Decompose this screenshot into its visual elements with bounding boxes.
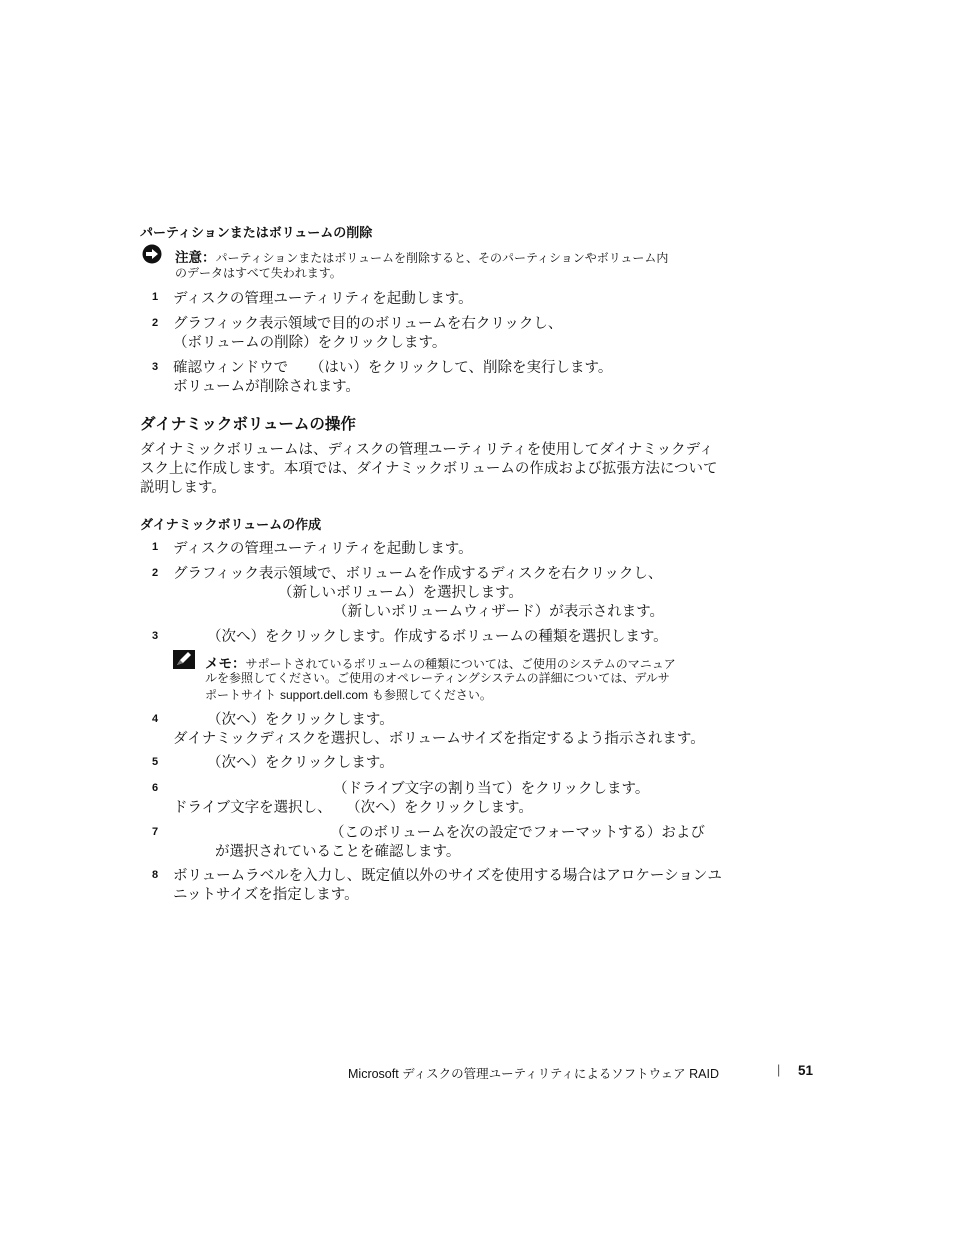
intro-line: ダイナミックボリュームは、ディスクの管理ユーティリティを使用してダイナミックディ <box>140 442 714 458</box>
step-text: （次へ）をクリックします。作成するボリュームの種類を選択します。 <box>207 629 668 645</box>
step-text: ドライブ文字を選択し、 （次へ）をクリックします。 <box>173 800 533 816</box>
step-text: ディスクの管理ユーティリティを起動します。 <box>173 291 473 307</box>
intro-line: 説明します。 <box>140 480 226 496</box>
caution-label: 注意： <box>175 250 216 266</box>
support-link[interactable]: support.dell.com <box>279 688 369 702</box>
step-text: グラフィック表示領域で目的のボリュームを右クリックし、 <box>173 316 563 332</box>
section-heading-delete: パーティションまたはボリュームの削除 <box>140 226 373 241</box>
step-text: ボリュームラベルを入力し、既定値以外のサイズを使用する場合はアロケーションユ <box>173 868 722 884</box>
step-number: 8 <box>152 869 159 881</box>
caution-icon <box>141 244 163 264</box>
step-number: 4 <box>152 713 159 725</box>
step-text: （次へ）をクリックします。 <box>207 755 394 771</box>
intro-line: スク上に作成します。本項では、ダイナミックボリュームの作成および拡張方法について <box>140 461 718 477</box>
memo-text-line1: サポートされているボリュームの種類については、ご使用のシステムのマニュア <box>245 657 676 671</box>
step-text: （新しいボリュームウィザード）が表示されます。 <box>333 604 665 620</box>
section-heading-create: ダイナミックボリュームの作成 <box>140 518 322 533</box>
step-number: 1 <box>152 291 159 303</box>
memo-text-line3-end: も参照してください。 <box>368 688 492 702</box>
step-text: 確認ウィンドウで （はい）をクリックして、削除を実行します。 <box>173 360 613 376</box>
step-number: 7 <box>152 826 159 838</box>
section-heading-dynamic: ダイナミックボリュームの操作 <box>140 415 356 433</box>
caution-text-line1: パーティションまたはボリュームを削除すると、そのパーティションやボリューム内 <box>215 251 669 265</box>
page-number: 51 <box>798 1063 814 1078</box>
footer-separator: | <box>777 1063 781 1077</box>
step-text: グラフィック表示領域で、ボリュームを作成するディスクを右クリックし、 <box>173 566 663 582</box>
step-number: 2 <box>152 567 159 579</box>
step-number: 1 <box>152 541 159 553</box>
step-number: 3 <box>152 630 159 642</box>
step-text: （新しいボリューム）を選択します。 <box>278 585 523 601</box>
caution-text-line2: のデータはすべて失われます。 <box>175 266 342 280</box>
step-text: ニットサイズを指定します。 <box>173 887 359 903</box>
step-number: 6 <box>152 782 159 794</box>
memo-text-line2: ルを参照してください。ご使用のオペレーティングシステムの詳細については、デルサ <box>205 671 670 685</box>
step-number: 3 <box>152 361 159 373</box>
step-text: （ドライブ文字の割り当て）をクリックします。 <box>333 781 650 797</box>
step-number: 2 <box>152 317 159 329</box>
step-text: ボリュームが削除されます。 <box>173 379 360 395</box>
step-text: が選択されていることを確認します。 <box>215 844 461 860</box>
step-text: ディスクの管理ユーティリティを起動します。 <box>173 541 473 557</box>
step-text: （次へ）をクリックします。 <box>207 712 394 728</box>
step-number: 5 <box>152 756 159 768</box>
memo-text-line3: ポートサイト <box>205 688 280 702</box>
memo-label: メモ： <box>205 656 246 672</box>
step-text: （このボリュームを次の設定でフォーマットする）および <box>330 825 705 841</box>
pencil-note-icon <box>173 650 195 669</box>
footer-title: Microsoft ディスクの管理ユーティリティによるソフトウェア RAID <box>348 1067 720 1081</box>
step-text: ダイナミックディスクを選択し、ボリュームサイズを指定するよう指示されます。 <box>173 731 705 747</box>
step-text: （ボリュームの削除）をクリックします。 <box>173 335 447 351</box>
